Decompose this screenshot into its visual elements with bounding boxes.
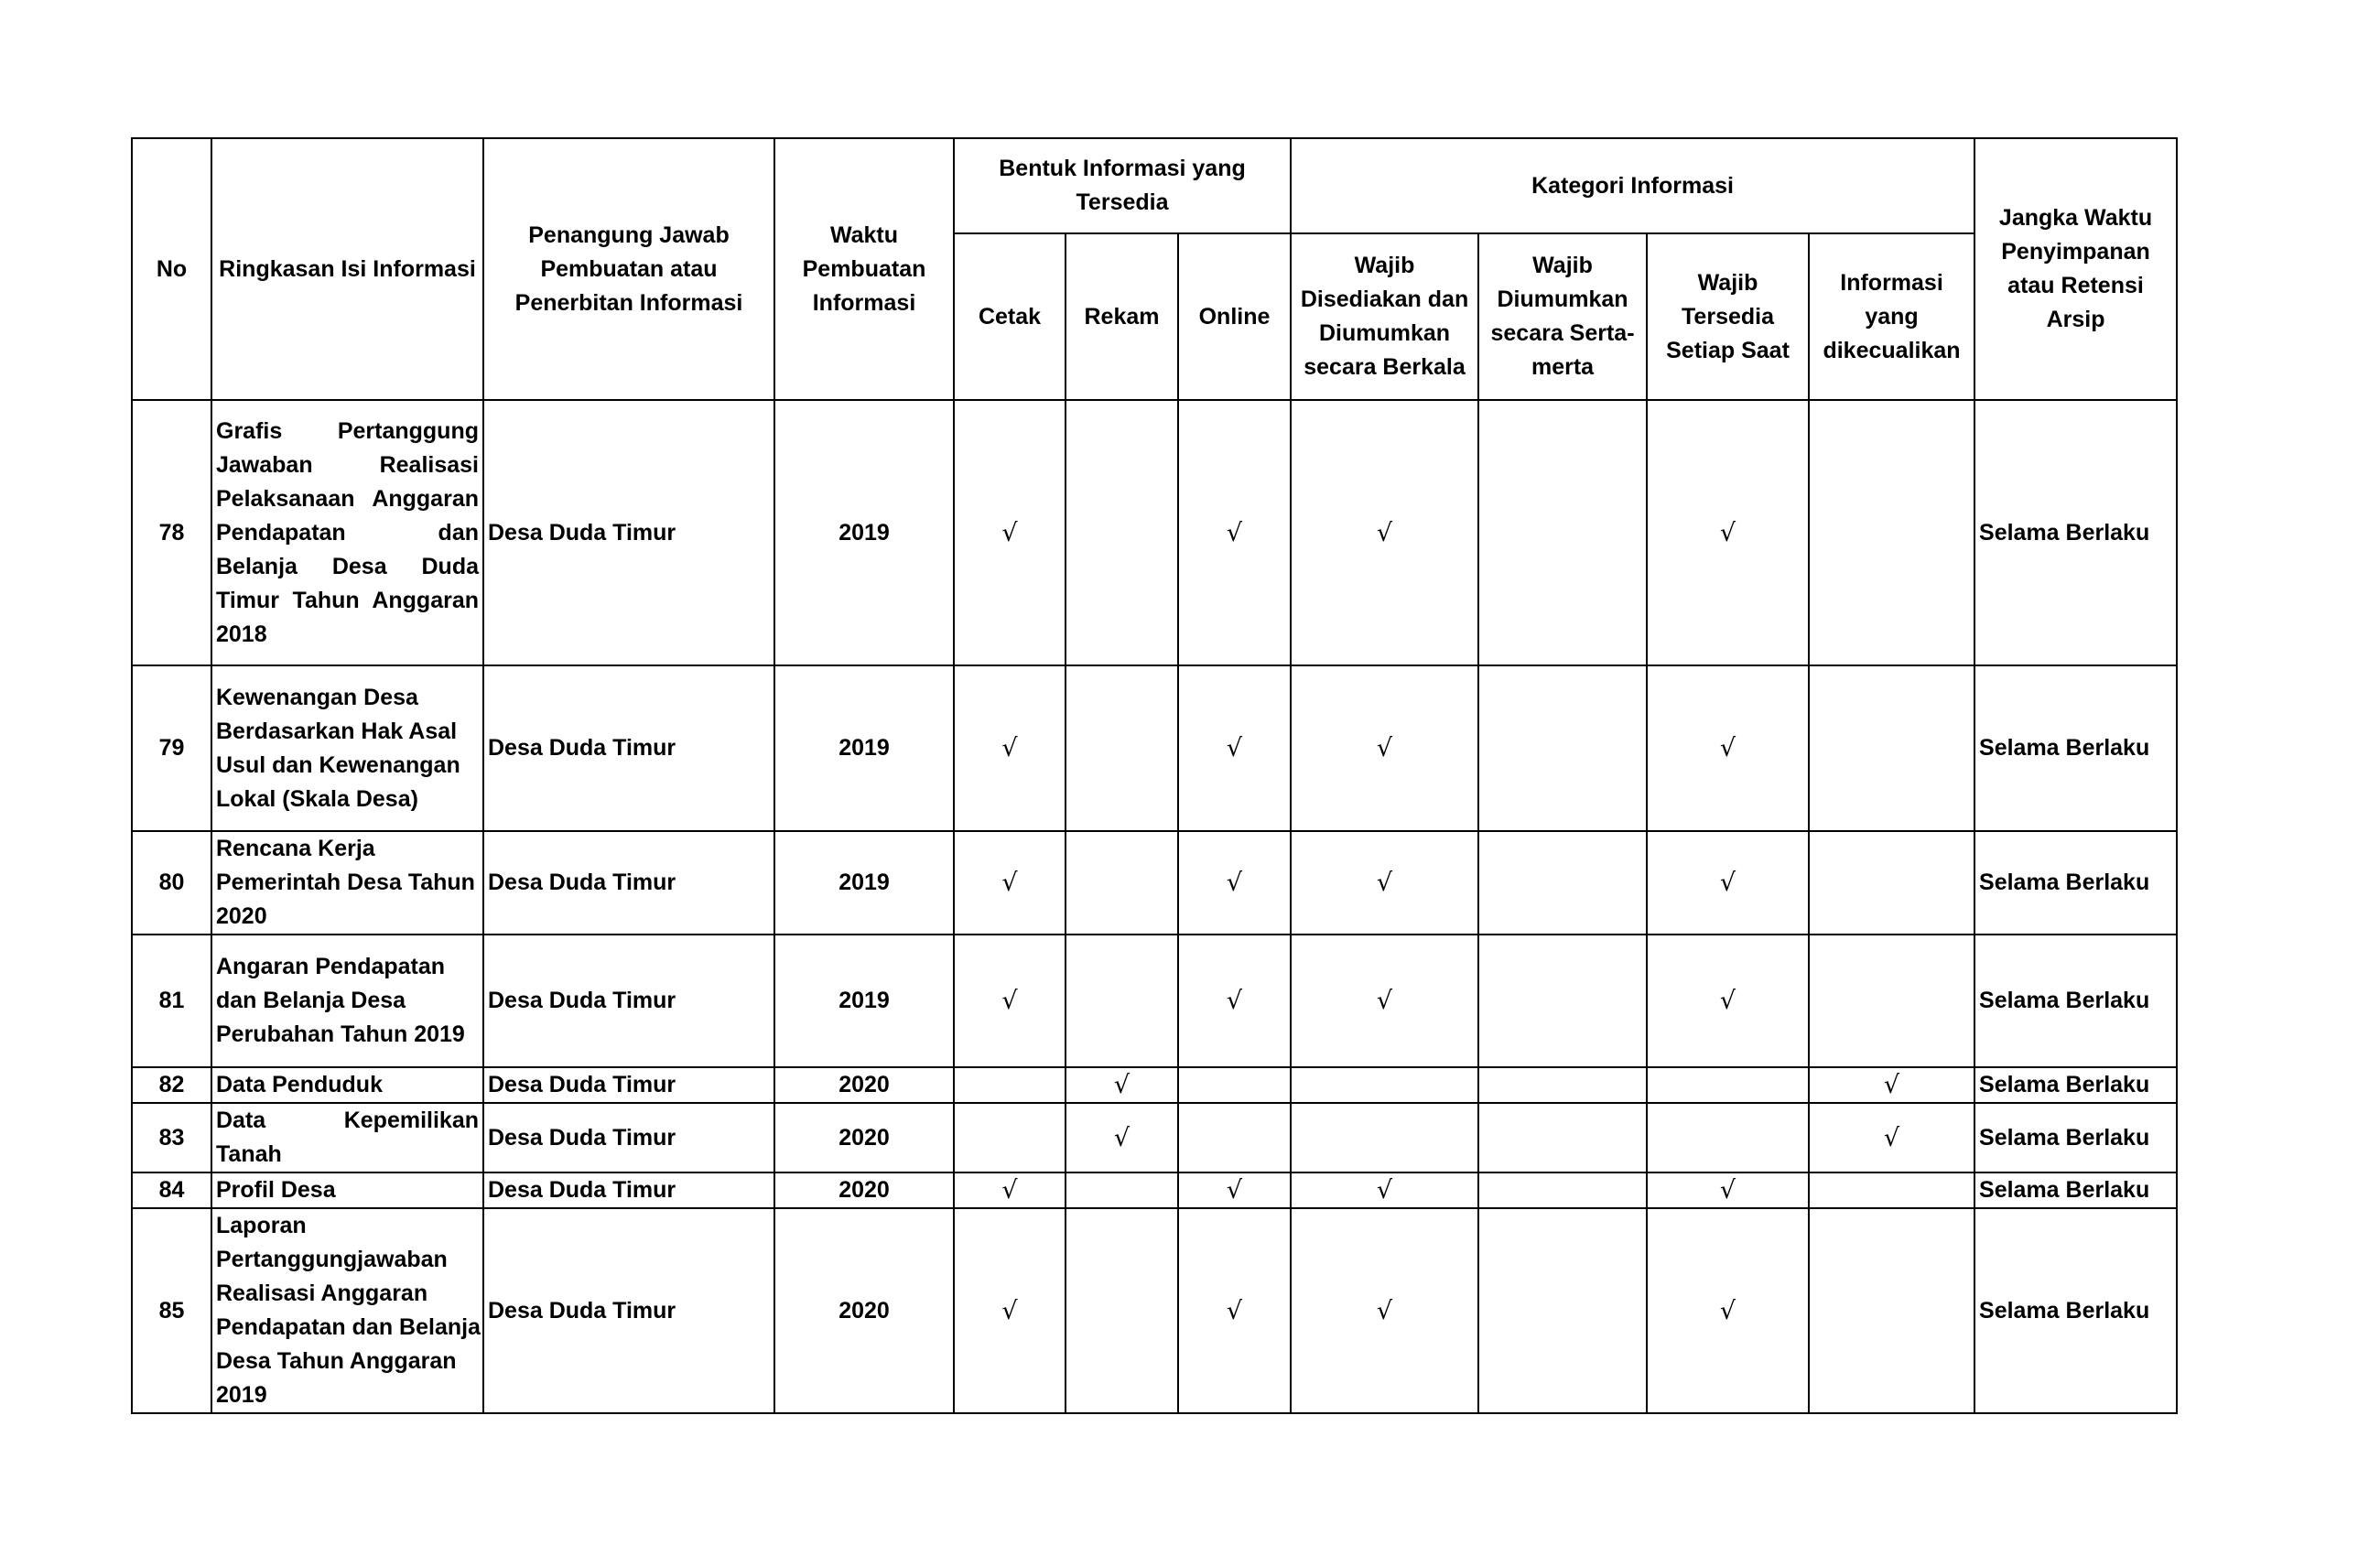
cell-rekam: √ (1066, 1103, 1178, 1172)
cell-wajib-setiap-saat: √ (1647, 400, 1809, 665)
cell-waktu: 2019 (774, 400, 954, 665)
cell-waktu: 2019 (774, 831, 954, 935)
cell-penanggung-jawab: Desa Duda Timur (483, 935, 774, 1067)
cell-jangka-waktu: Selama Berlaku (1974, 831, 2177, 935)
cell-wajib-setiap-saat: √ (1647, 831, 1809, 935)
cell-penanggung-jawab: Desa Duda Timur (483, 1067, 774, 1103)
cell-wajib-setiap-saat: √ (1647, 1172, 1809, 1208)
cell-online: √ (1178, 665, 1291, 831)
header-wajib-setiap-saat: Wajib Tersedia Setiap Saat (1647, 233, 1809, 400)
cell-wajib-setiap-saat (1647, 1103, 1809, 1172)
header-bentuk-informasi: Bentuk Informasi yang Tersedia (954, 138, 1291, 233)
cell-cetak (954, 1103, 1066, 1172)
cell-dikecualikan (1809, 831, 1974, 935)
cell-cetak: √ (954, 935, 1066, 1067)
table-row (132, 831, 2177, 935)
cell-waktu: 2019 (774, 935, 954, 1067)
cell-online (1178, 1067, 1291, 1103)
cell-wajib-berkala: √ (1291, 1208, 1478, 1413)
cell-wajib-berkala: √ (1291, 1172, 1478, 1208)
cell-waktu: 2020 (774, 1172, 954, 1208)
cell-online: √ (1178, 935, 1291, 1067)
cell-cetak (954, 1067, 1066, 1103)
cell-jangka-waktu: Selama Berlaku (1974, 1208, 2177, 1413)
cell-penanggung-jawab: Desa Duda Timur (483, 1172, 774, 1208)
cell-ringkasan: Laporan Pertanggungjawaban Realisasi Anggaran Pendapatan dan Belanja Desa Tahun Anggaran 2019 (211, 1208, 483, 1413)
cell-online: √ (1178, 1208, 1291, 1413)
cell-wajib-setiap-saat: √ (1647, 665, 1809, 831)
cell-no: 85 (132, 1208, 211, 1413)
cell-cetak: √ (954, 831, 1066, 935)
cell-rekam (1066, 400, 1178, 665)
table-row (132, 935, 2177, 1067)
cell-wajib-serta-merta (1478, 831, 1647, 935)
cell-dikecualikan: √ (1809, 1103, 1974, 1172)
cell-ringkasan: Grafis Pertanggung Jawaban Realisasi Pelaksanaan Anggaran Pendapatan dan Belanja Desa Duda Timur Tahun Anggaran 2018 (211, 400, 483, 665)
cell-wajib-berkala (1291, 1103, 1478, 1172)
cell-penanggung-jawab: Desa Duda Timur (483, 400, 774, 665)
cell-ringkasan: Rencana Kerja Pemerintah Desa Tahun 2020 (211, 831, 483, 935)
cell-wajib-berkala (1291, 1067, 1478, 1103)
header-penanggung-jawab: Penangung Jawab Pembuatan atau Penerbitan Informasi (483, 138, 774, 400)
cell-wajib-serta-merta (1478, 1208, 1647, 1413)
cell-rekam (1066, 831, 1178, 935)
table-row (132, 1103, 2177, 1172)
cell-dikecualikan (1809, 935, 1974, 1067)
cell-rekam (1066, 1208, 1178, 1413)
cell-rekam (1066, 935, 1178, 1067)
cell-wajib-setiap-saat (1647, 1067, 1809, 1103)
cell-wajib-serta-merta (1478, 935, 1647, 1067)
cell-dikecualikan (1809, 665, 1974, 831)
cell-jangka-waktu: Selama Berlaku (1974, 400, 2177, 665)
table-row (132, 1208, 2177, 1413)
cell-jangka-waktu: Selama Berlaku (1974, 1172, 2177, 1208)
cell-cetak: √ (954, 400, 1066, 665)
cell-online: √ (1178, 1172, 1291, 1208)
cell-ringkasan: Data Kepemilikan Tanah (211, 1103, 483, 1172)
cell-dikecualikan (1809, 1208, 1974, 1413)
cell-wajib-berkala: √ (1291, 400, 1478, 665)
cell-cetak: √ (954, 665, 1066, 831)
table-row (132, 1172, 2177, 1208)
cell-wajib-serta-merta (1478, 1067, 1647, 1103)
header-kategori-informasi: Kategori Informasi (1291, 138, 1974, 233)
header-no: No (132, 138, 211, 400)
header-waktu-pembuatan: Waktu Pembuatan Informasi (774, 138, 954, 400)
information-table (131, 137, 2178, 1414)
cell-no: 79 (132, 665, 211, 831)
header-wajib-berkala: Wajib Disediakan dan Diumumkan secara Berkala (1291, 233, 1478, 400)
cell-waktu: 2020 (774, 1103, 954, 1172)
cell-cetak: √ (954, 1172, 1066, 1208)
cell-penanggung-jawab: Desa Duda Timur (483, 1103, 774, 1172)
cell-penanggung-jawab: Desa Duda Timur (483, 665, 774, 831)
cell-jangka-waktu: Selama Berlaku (1974, 1103, 2177, 1172)
cell-wajib-serta-merta (1478, 1172, 1647, 1208)
header-dikecualikan: Informasi yang dikecualikan (1809, 233, 1974, 400)
table-row (132, 1067, 2177, 1103)
header-jangka-waktu: Jangka Waktu Penyimpanan atau Retensi Arsip (1974, 138, 2177, 400)
header-rekam: Rekam (1066, 233, 1178, 400)
cell-online (1178, 1103, 1291, 1172)
header-cetak: Cetak (954, 233, 1066, 400)
cell-rekam (1066, 665, 1178, 831)
cell-dikecualikan (1809, 1172, 1974, 1208)
cell-rekam (1066, 1172, 1178, 1208)
cell-no: 84 (132, 1172, 211, 1208)
cell-wajib-serta-merta (1478, 1103, 1647, 1172)
cell-no: 83 (132, 1103, 211, 1172)
cell-no: 82 (132, 1067, 211, 1103)
cell-wajib-berkala: √ (1291, 665, 1478, 831)
cell-waktu: 2019 (774, 665, 954, 831)
cell-wajib-serta-merta (1478, 400, 1647, 665)
cell-penanggung-jawab: Desa Duda Timur (483, 831, 774, 935)
information-list-sheet (131, 137, 2176, 1408)
cell-penanggung-jawab: Desa Duda Timur (483, 1208, 774, 1413)
cell-wajib-serta-merta (1478, 665, 1647, 831)
header-wajib-serta-merta: Wajib Diumumkan secara Serta-merta (1478, 233, 1647, 400)
cell-jangka-waktu: Selama Berlaku (1974, 665, 2177, 831)
cell-ringkasan: Data Penduduk (211, 1067, 483, 1103)
cell-wajib-setiap-saat: √ (1647, 1208, 1809, 1413)
cell-ringkasan: Profil Desa (211, 1172, 483, 1208)
table-row (132, 400, 2177, 665)
cell-wajib-berkala: √ (1291, 935, 1478, 1067)
cell-dikecualikan (1809, 400, 1974, 665)
cell-cetak: √ (954, 1208, 1066, 1413)
table-row (132, 665, 2177, 831)
cell-waktu: 2020 (774, 1208, 954, 1413)
header-ringkasan: Ringkasan Isi Informasi (211, 138, 483, 400)
cell-jangka-waktu: Selama Berlaku (1974, 1067, 2177, 1103)
cell-dikecualikan: √ (1809, 1067, 1974, 1103)
cell-wajib-berkala: √ (1291, 831, 1478, 935)
cell-online: √ (1178, 831, 1291, 935)
cell-waktu: 2020 (774, 1067, 954, 1103)
cell-online: √ (1178, 400, 1291, 665)
header-online: Online (1178, 233, 1291, 400)
cell-no: 78 (132, 400, 211, 665)
cell-rekam: √ (1066, 1067, 1178, 1103)
cell-ringkasan: Kewenangan Desa Berdasarkan Hak Asal Usul dan Kewenangan Lokal (Skala Desa) (211, 665, 483, 831)
cell-no: 80 (132, 831, 211, 935)
cell-wajib-setiap-saat: √ (1647, 935, 1809, 1067)
cell-no: 81 (132, 935, 211, 1067)
cell-ringkasan: Angaran Pendapatan dan Belanja Desa Perubahan Tahun 2019 (211, 935, 483, 1067)
cell-jangka-waktu: Selama Berlaku (1974, 935, 2177, 1067)
